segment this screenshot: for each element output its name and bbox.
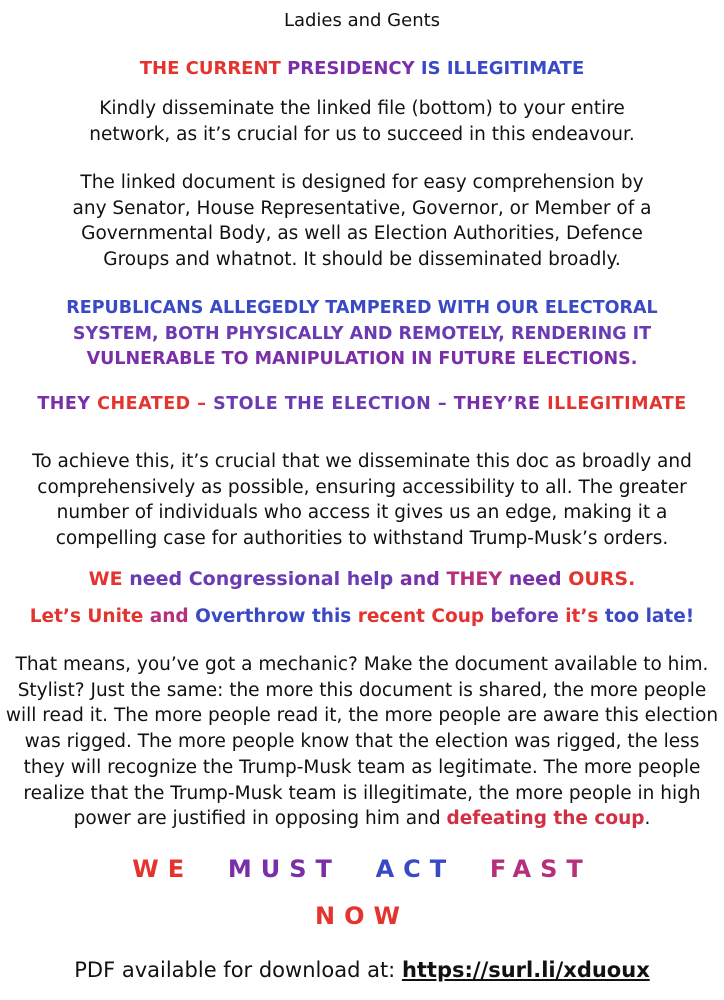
paragraph-4-line: will read it. The more people read it, the more people are aware this election: [5, 705, 719, 727]
cheated-part-1: THEY: [37, 394, 98, 414]
unite-part-3: Overthrow this: [195, 606, 358, 627]
need-slogan: [0, 568, 724, 590]
paragraph-3-line: compelling case for authorities to withstand Trump-Musk’s orders.: [55, 528, 669, 550]
paragraph-3-line: comprehensively as possible, ensuring accessibility to all. The greater: [37, 476, 687, 498]
footer: [0, 958, 724, 982]
paragraph-1-line: network, as it’s crucial for us to succeed in this endeavour.: [89, 123, 635, 145]
paragraph-3: [0, 449, 724, 552]
cheated-part-3: STOLE THE ELECTION –: [213, 394, 454, 414]
paragraph-2-line: The linked document is designed for easy comprehension by: [80, 172, 644, 193]
footer-label: PDF available for download at:: [74, 958, 402, 982]
need-part-4: THEY: [446, 568, 509, 590]
paragraph-4-last-text: power are justified in opposing him and: [73, 808, 447, 830]
greeting: Ladies and Gents: [283, 10, 441, 31]
paragraph-4-line: realize that the Trump-Musk team is illegitimate, the more people in high: [23, 782, 701, 804]
paragraph-1-line: Kindly disseminate the linked file (bottom) to your entire: [99, 98, 625, 119]
cheated-slogan: [0, 394, 724, 414]
paragraph-4-line: That means, you’ve got a mechanic? Make the document available to him.: [15, 654, 709, 675]
need-part-3: and: [399, 568, 447, 590]
act-word-fast: FAST: [489, 855, 592, 883]
unite-part-7: too late!: [604, 606, 695, 627]
cheated-part-2: CHEATED –: [97, 394, 214, 414]
paragraph-3-line: number of individuals who access it gives us an edge, making it a: [56, 502, 668, 524]
now-slogan: NOW: [315, 902, 409, 930]
warning-line-1: REPUBLICANS ALLEGEDLY TAMPERED WITH OUR ELECTORAL: [66, 298, 658, 318]
paragraph-2: [0, 170, 724, 273]
paragraph-2-line: any Senator, House Representative, Governor, or Member of a: [72, 197, 652, 219]
cheated-part-5: ILLEGITIMATE: [547, 394, 687, 414]
warning-line-3: VULNERABLE TO MANIPULATION IN FUTURE ELECTIONS.: [86, 349, 638, 369]
act-word-must: MUST: [227, 855, 341, 883]
warning-block: [0, 296, 724, 373]
paragraph-4-line: Stylist? Just the same: the more this document is shared, the more people: [17, 679, 707, 701]
unite-part-5: before: [490, 606, 566, 627]
unite-slogan: [0, 606, 724, 627]
paragraph-4: [0, 652, 724, 832]
act-word-we: WE: [132, 855, 194, 883]
need-part-5: need: [508, 568, 569, 590]
unite-part-4: recent Coup: [357, 606, 491, 627]
paragraph-4-last-line: [0, 806, 724, 832]
cheated-part-4: THEY’RE: [453, 394, 548, 414]
unite-part-2: and: [149, 606, 196, 627]
act-fast-slogan: [0, 855, 724, 883]
need-part-6: OURS.: [568, 568, 636, 590]
defeating-the-coup-emphasis: defeating the coup: [446, 808, 645, 830]
unite-part-6: it’s: [565, 606, 605, 627]
need-part-1: WE: [88, 568, 130, 590]
headline-part-2: PRESIDENCY: [287, 58, 421, 79]
paragraph-4-end: .: [644, 808, 651, 830]
need-part-2: need Congressional help: [129, 568, 400, 590]
paragraph-1: [0, 96, 724, 147]
act-word-act: ACT: [375, 855, 456, 883]
paragraph-2-line: Governmental Body, as well as Election Authorities, Defence: [81, 223, 643, 245]
paragraph-4-line: was rigged. The more people know that the election was rigged, the less: [24, 731, 700, 753]
unite-part-1: Let’s Unite: [29, 606, 150, 627]
download-link[interactable]: https://surl.li/xduoux: [401, 958, 650, 982]
warning-line-2: SYSTEM, BOTH PHYSICALLY AND REMOTELY, RENDERING IT: [72, 323, 652, 344]
paragraph-2-line: Groups and whatnot. It should be disseminated broadly.: [103, 249, 621, 271]
headline: [0, 58, 724, 79]
headline-part-1: THE CURRENT: [139, 58, 288, 79]
paragraph-4-line: they will recognize the Trump-Musk team as legitimate. The more people: [23, 756, 701, 778]
paragraph-3-line: To achieve this, it’s crucial that we disseminate this doc as broadly and: [32, 451, 692, 472]
headline-part-3: IS ILLEGITIMATE: [420, 58, 585, 79]
